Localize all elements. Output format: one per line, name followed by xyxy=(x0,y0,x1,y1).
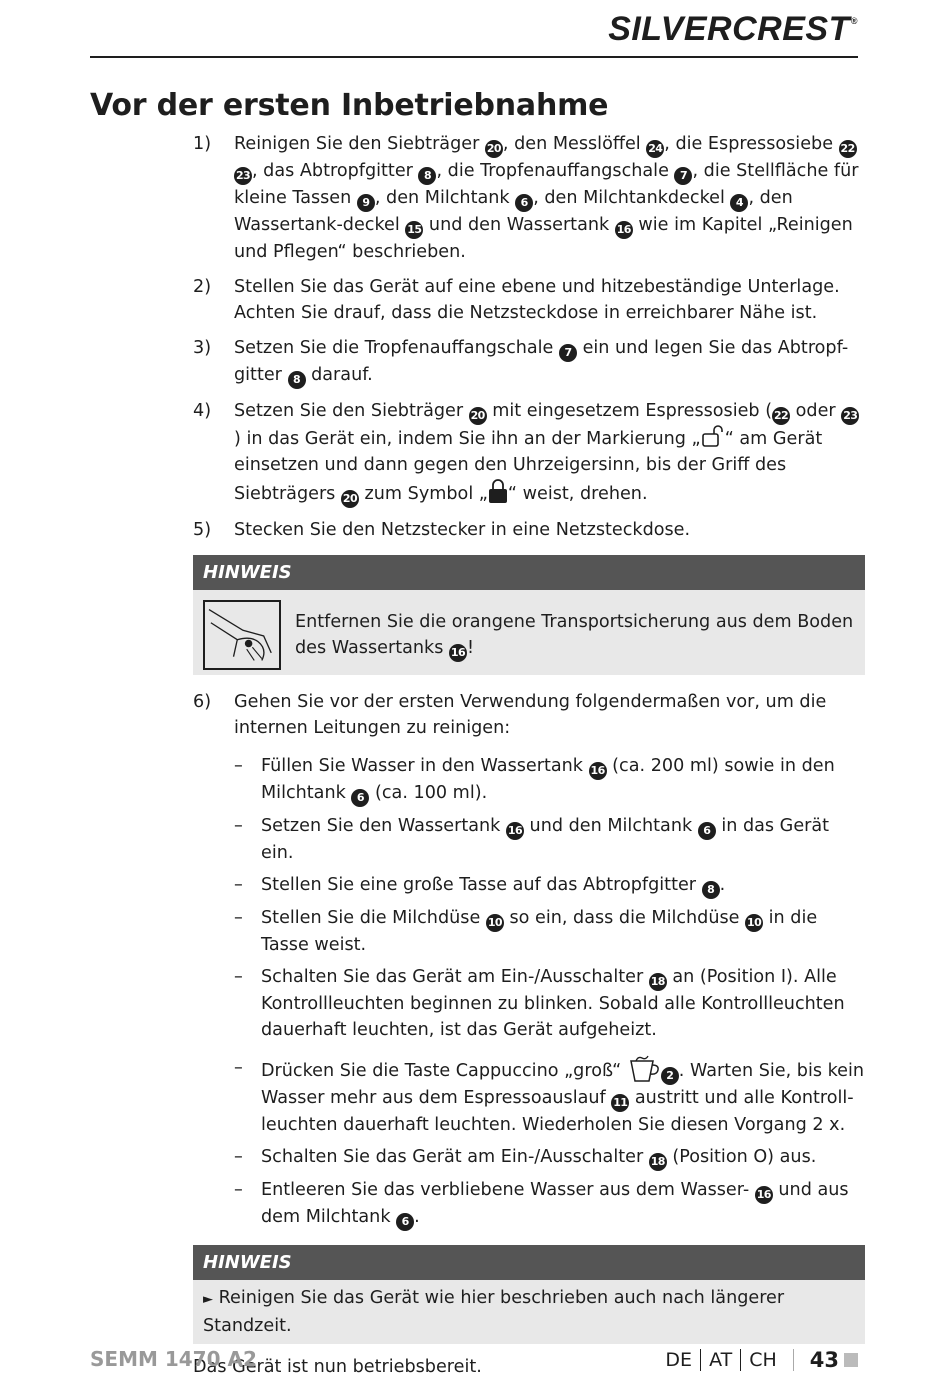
part-number-badge: 15 xyxy=(405,221,423,239)
hinweis-header: HINWEIS xyxy=(193,1245,865,1280)
square-marker xyxy=(844,1353,858,1367)
sub-step-insert xyxy=(234,813,865,866)
sub-step-empty xyxy=(234,1177,865,1231)
page-number: 43 xyxy=(809,1348,839,1372)
country-at: AT xyxy=(709,1349,733,1371)
step-text: Stecken Sie den Netzstecker in eine Netzsteckdose. xyxy=(234,520,691,540)
step-number: 6) xyxy=(193,692,212,712)
sub-step-power-off xyxy=(234,1144,865,1171)
country-de: DE xyxy=(665,1349,693,1371)
sub-step-text: Entleeren Sie das verbliebene Wasser aus dem Wasser- 16 und aus dem Milchtank 6 . xyxy=(261,1177,865,1231)
arrow-icon: ► xyxy=(203,1292,213,1307)
part-number-badge: 23 xyxy=(234,167,252,185)
part-number-badge: 20 xyxy=(341,490,359,508)
step-4 xyxy=(193,398,865,508)
hinweis-box-2 xyxy=(193,1245,865,1344)
sub-step-cappuccino xyxy=(234,1055,865,1138)
step-text: Reinigen Sie den Siebträger 20 , den Messlöffel 24 , die Espressosiebe 22 23 , das Abtropfgitter 8 , die Tropfenauffangschale 7 , die Stellfläche für kleine Tassen 9 , den Milchtank 6 , den Milchtankdeckel 4 , den Wassertank-deckel 15 und den Wassertank 16 wie im Kapitel „Reinigen und Pflegen“ beschrieben. xyxy=(234,134,859,262)
part-number-badge: 16 xyxy=(615,221,633,239)
sub-step-text: Stellen Sie die Milchdüse 10 so ein, dass die Milchdüse 10 in die Tasse weist. xyxy=(261,908,818,955)
hinweis-body xyxy=(193,1280,865,1344)
part-number-badge: 6 xyxy=(351,789,369,807)
step-number: 2) xyxy=(193,277,212,297)
part-number-badge: 11 xyxy=(611,1094,629,1112)
sub-step-cup xyxy=(234,872,865,899)
step-text: Setzen Sie den Siebträger 20 mit eingesetzem Espressosieb ( 22 oder 23) in das Gerät ein, indem Sie ihn an der Markierung „ “ am Gerät einsetzen und dann gegen den Uhrzeigersinn, bis der Griff des Siebträgers 20 zum Symbol „ “ weist, drehen. xyxy=(234,398,865,508)
country-ch: CH xyxy=(749,1349,777,1371)
step-number: 3) xyxy=(193,338,212,358)
part-number-badge: 16 xyxy=(449,644,467,662)
main-content xyxy=(193,131,865,1374)
part-number-badge: 10 xyxy=(486,914,504,932)
step-6 xyxy=(193,689,865,741)
step-text: Stellen Sie das Gerät auf eine ebene und hitzebeständige Unterlage. Achten Sie drauf, dass die Netzsteckdose in erreichbarer Nähe ist. xyxy=(234,277,840,323)
part-number-badge: 6 xyxy=(396,1213,414,1231)
sub-step-text: Schalten Sie das Gerät am Ein-/Ausschalter 18 (Position O) aus. xyxy=(261,1144,865,1171)
step-number: 4) xyxy=(193,401,212,421)
part-number-badge: 9 xyxy=(357,194,375,212)
part-number-badge: 20 xyxy=(469,407,487,425)
divider xyxy=(740,1349,741,1371)
brand-logo xyxy=(608,10,858,49)
closing-text: Das Gerät ist nun betriebsbereit. xyxy=(193,1357,482,1374)
sub-step-text: Füllen Sie Wasser in den Wassertank 16 (ca. 200 ml) sowie in den Milchtank 6 (ca. 100 ml). xyxy=(261,753,865,807)
registered-mark: ® xyxy=(850,16,858,26)
transport-lock-removal-icon xyxy=(203,600,281,670)
part-number-badge: 6 xyxy=(698,822,716,840)
part-number-badge: 8 xyxy=(702,881,720,899)
hinweis-text: Entfernen Sie die orangene Transportsicherung aus dem Boden des Wassertanks 16 ! xyxy=(295,609,865,662)
sub-step-text: Stellen Sie eine große Tasse auf das Abtropfgitter 8 . xyxy=(261,872,865,899)
part-number-badge: 8 xyxy=(418,167,436,185)
sub-step-text: Drücken Sie die Taste Cappuccino „groß“ 2 . Warten Sie, bis kein Wasser mehr aus dem Espressoauslauf 11 austritt und alle Kontroll-leuchten dauerhaft leuchten. Wiederholen Sie diesen Vorgang 2 x. xyxy=(261,1055,865,1138)
part-number-badge: 22 xyxy=(839,140,857,158)
sub-step-fill xyxy=(234,753,865,807)
part-number-badge: 18 xyxy=(649,973,667,991)
part-number-badge: 4 xyxy=(730,194,748,212)
dash: – xyxy=(234,875,243,895)
part-number-badge: 24 xyxy=(646,140,664,158)
page-title: Vor der ersten Inbetriebnahme xyxy=(90,88,609,123)
part-number-badge: 23 xyxy=(841,407,859,425)
sub-step-text: Setzen Sie den Wassertank 16 und den Milchtank 6 in das Gerät ein. xyxy=(261,816,830,863)
step-text: Gehen Sie vor der ersten Verwendung folgendermaßen vor, um die internen Leitungen zu reinigen: xyxy=(234,692,827,738)
dash: – xyxy=(234,967,243,987)
part-number-badge: 8 xyxy=(288,371,306,389)
header-rule xyxy=(90,56,858,58)
hinweis-body xyxy=(193,590,865,675)
step-5 xyxy=(193,517,865,543)
part-number-badge: 16 xyxy=(506,822,524,840)
step-number: 1) xyxy=(193,134,212,154)
sub-step-nozzle xyxy=(234,905,865,958)
large-cup-icon xyxy=(627,1055,661,1083)
step-text: Setzen Sie die Tropfenauffangschale 7 ein und legen Sie das Abtropf-gitter 8 darauf. xyxy=(234,335,865,389)
dash: – xyxy=(234,1180,243,1200)
part-number-badge: 10 xyxy=(745,914,763,932)
divider xyxy=(793,1349,794,1371)
part-number-badge: 16 xyxy=(755,1186,773,1204)
step-number: 5) xyxy=(193,520,212,540)
dash: – xyxy=(234,816,243,836)
dash: – xyxy=(234,1147,243,1167)
part-number-badge: 2 xyxy=(661,1067,679,1085)
unlock-icon xyxy=(701,425,725,449)
part-number-badge: 16 xyxy=(589,762,607,780)
part-number-badge: 7 xyxy=(559,344,577,362)
part-number-badge: 22 xyxy=(772,407,790,425)
lock-icon xyxy=(488,478,508,504)
part-number-badge: 6 xyxy=(515,194,533,212)
divider xyxy=(700,1349,701,1371)
step-1 xyxy=(193,131,865,265)
dash: – xyxy=(234,756,243,776)
brand-text: SILVERCREST xyxy=(608,10,850,48)
step-2 xyxy=(193,274,865,326)
footer-right xyxy=(665,1348,858,1372)
part-number-badge: 7 xyxy=(674,167,692,185)
sub-step-text: Schalten Sie das Gerät am Ein-/Ausschalter 18 an (Position I). Alle Kontrollleuchten beginnen zu blinken. Sobald alle Kontrollleuchten dauerhaft leuchten, ist das Gerät aufgeheizt. xyxy=(261,967,845,1040)
part-number-badge: 18 xyxy=(649,1153,667,1171)
dash: – xyxy=(234,908,243,928)
sub-step-power-on xyxy=(234,964,865,1043)
dash: – xyxy=(234,1058,243,1078)
part-number-badge: 20 xyxy=(485,140,503,158)
model-number: SEMM 1470 A2 xyxy=(90,1347,257,1371)
hinweis-box xyxy=(193,555,865,675)
hinweis-text: Reinigen Sie das Gerät wie hier beschrieben auch nach längerer Standzeit. xyxy=(203,1288,785,1336)
step-3 xyxy=(193,335,865,389)
hinweis-header: HINWEIS xyxy=(193,555,865,590)
